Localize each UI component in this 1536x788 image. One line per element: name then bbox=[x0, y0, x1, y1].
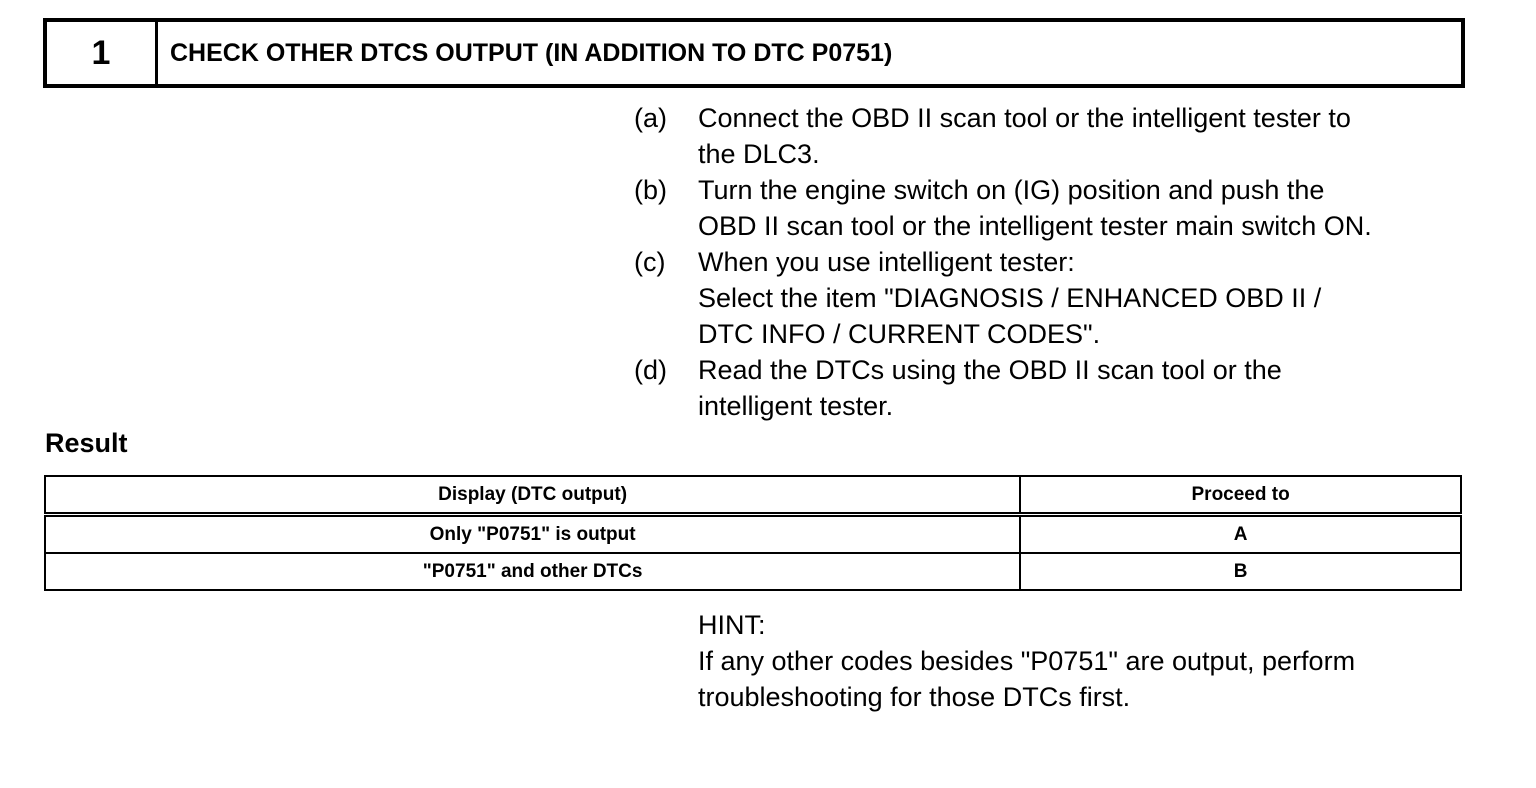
step-line: DTC INFO / CURRENT CODES". bbox=[698, 319, 1101, 349]
step-line: the DLC3. bbox=[698, 139, 820, 169]
hint-line: troubleshooting for those DTCs first. bbox=[698, 682, 1131, 712]
table-cell-proceed: B bbox=[1020, 553, 1461, 590]
step-line: intelligent tester. bbox=[698, 391, 894, 421]
step-text bbox=[698, 244, 1321, 352]
step-line: Read the DTCs using the OBD II scan tool or the bbox=[698, 355, 1282, 385]
step-c bbox=[634, 244, 1474, 352]
step-line: Turn the engine switch on (IG) position and push the bbox=[698, 175, 1325, 205]
table-header-row bbox=[45, 476, 1461, 515]
step-letter: (a) bbox=[634, 103, 667, 133]
step-text bbox=[698, 100, 1351, 172]
hint-line: If any other codes besides "P0751" are output, perform bbox=[698, 646, 1356, 676]
hint-block bbox=[698, 607, 1355, 715]
hint-label: HINT: bbox=[698, 610, 766, 640]
step-title: CHECK OTHER DTCS OUTPUT (IN ADDITION TO DTC P0751) bbox=[170, 38, 893, 67]
step-text bbox=[698, 172, 1372, 244]
table-cell-display: "P0751" and other DTCs bbox=[45, 553, 1020, 590]
step-header bbox=[43, 18, 1465, 88]
step-line: When you use intelligent tester: bbox=[698, 247, 1075, 277]
column-header-display: Display (DTC output) bbox=[45, 476, 1020, 515]
step-number: 1 bbox=[47, 22, 158, 84]
step-letter: (c) bbox=[634, 247, 666, 277]
column-header-proceed: Proceed to bbox=[1020, 476, 1461, 515]
step-line: OBD II scan tool or the intelligent tester main switch ON. bbox=[698, 211, 1372, 241]
table-row bbox=[45, 515, 1461, 554]
step-b bbox=[634, 172, 1474, 244]
table-cell-proceed: A bbox=[1020, 515, 1461, 554]
table-row bbox=[45, 553, 1461, 590]
step-a bbox=[634, 100, 1474, 172]
step-letter: (b) bbox=[634, 175, 667, 205]
step-d bbox=[634, 352, 1474, 424]
step-letter: (d) bbox=[634, 355, 667, 385]
step-line: Connect the OBD II scan tool or the intelligent tester to bbox=[698, 103, 1351, 133]
step-text bbox=[698, 352, 1282, 424]
step-line: Select the item "DIAGNOSIS / ENHANCED OBD II / bbox=[698, 283, 1322, 313]
table-cell-display: Only "P0751" is output bbox=[45, 515, 1020, 554]
result-table bbox=[44, 475, 1462, 591]
result-heading: Result bbox=[45, 428, 128, 458]
procedure-steps bbox=[634, 100, 1474, 424]
